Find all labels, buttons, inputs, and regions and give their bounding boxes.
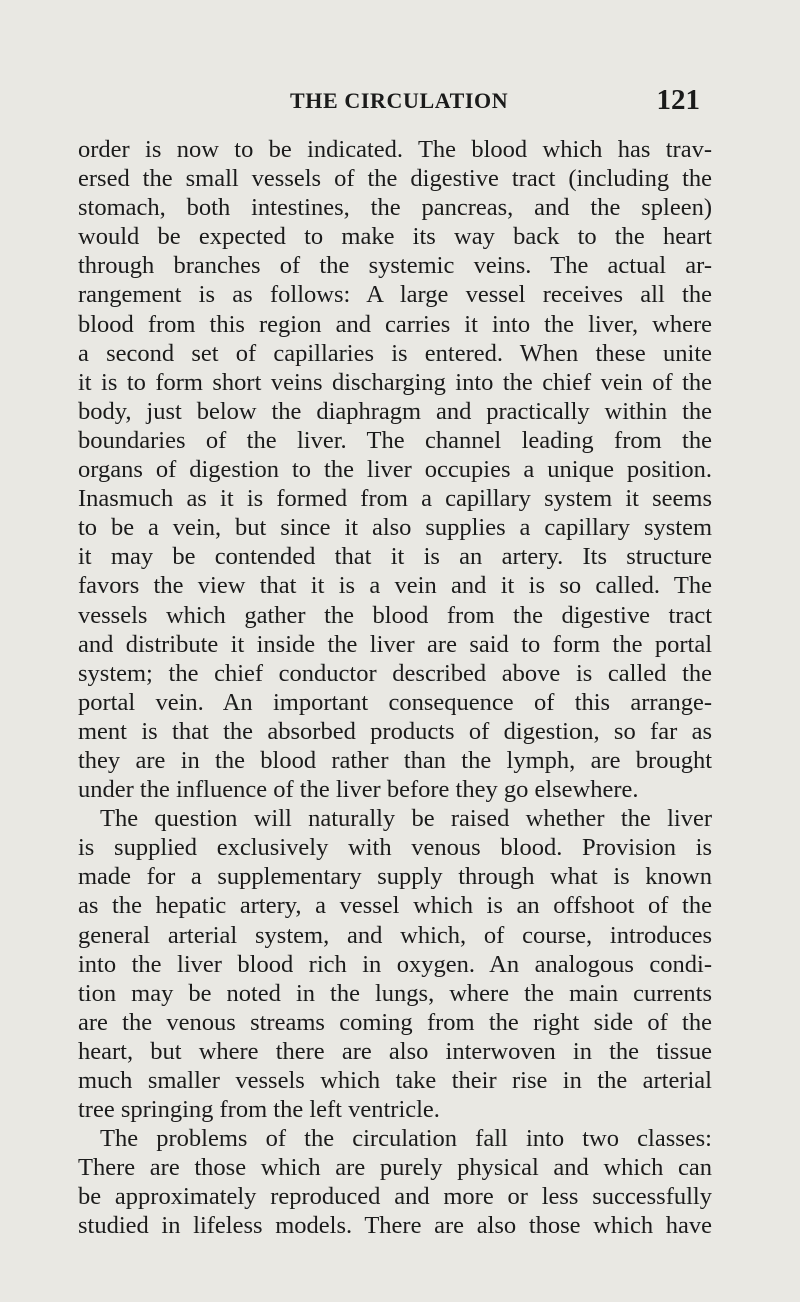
text-line: to be a vein, but since it also supplies a capillary system	[78, 514, 712, 542]
text-line: general arterial system, and which, of course, introduces	[78, 921, 712, 949]
text-line: made for a supplementary supply through what is known	[78, 863, 712, 891]
text-line: under the influence of the liver before they go elsewhere.	[78, 776, 639, 804]
text-line: it is to form short veins discharging into the chief vein of the	[78, 368, 712, 396]
text-line: and distribute it inside the liver are said to form the portal	[78, 630, 712, 658]
text-line: stomach, both intestines, the pancreas, and the spleen)	[78, 194, 712, 222]
text-line: tree springing from the left ventricle.	[78, 1096, 440, 1124]
running-head	[290, 84, 700, 118]
text-line: tion may be noted in the lungs, where the main currents	[78, 979, 712, 1007]
text-line: portal vein. An important consequence of this arrange-	[78, 688, 712, 716]
text-line: boundaries of the liver. The channel leading from the	[78, 426, 712, 454]
text-line: they are in the blood rather than the lymph, are brought	[78, 746, 712, 774]
text-line: into the liver blood rich in oxygen. An analogous condi-	[78, 950, 712, 978]
text-line: be approximately reproduced and more or less successfully	[78, 1183, 712, 1211]
text-line: favors the view that it is a vein and it is so called. The	[78, 572, 712, 600]
text-line: through branches of the systemic veins. The actual ar-	[78, 252, 712, 280]
text-line: order is now to be indicated. The blood which has trav-	[78, 136, 712, 163]
text-line: heart, but where there are also interwoven in the tissue	[78, 1037, 712, 1065]
text-line: as the hepatic artery, a vessel which is an offshoot of the	[78, 892, 712, 920]
running-title: THE CIRCULATION	[290, 88, 509, 113]
text-line: is supplied exclusively with venous blood. Provision is	[78, 834, 712, 862]
text-line: a second set of capillaries is entered. When these unite	[78, 339, 712, 367]
text-line: system; the chief conductor described above is called the	[78, 659, 712, 687]
text-line: The problems of the circulation fall into two classes:	[100, 1125, 712, 1153]
text-line: studied in lifeless models. There are also those which have	[78, 1212, 712, 1240]
text-line: it may be contended that it is an artery. Its structure	[78, 543, 712, 571]
text-line: would be expected to make its way back to the heart	[78, 223, 712, 251]
text-line: Inasmuch as it is formed from a capillary system it seems	[78, 485, 712, 513]
text-line: ment is that the absorbed products of digestion, so far as	[78, 717, 712, 745]
text-line: blood from this region and carries it into the liver, where	[78, 310, 712, 338]
body-text	[78, 135, 712, 1241]
text-line: much smaller vessels which take their rise in the arterial	[78, 1067, 712, 1094]
text-line: body, just below the diaphragm and practically within the	[78, 397, 712, 425]
text-line: are the venous streams coming from the right side of the	[78, 1008, 712, 1036]
text-line: rangement is as follows: A large vessel receives all the	[78, 281, 712, 309]
page-number: 121	[656, 84, 700, 116]
text-line: ersed the small vessels of the digestive tract (including the	[78, 165, 712, 193]
text-line: vessels which gather the blood from the digestive tract	[78, 601, 712, 629]
text-line: The question will naturally be raised whether the liver	[100, 805, 712, 833]
text-line: organs of digestion to the liver occupies a unique position.	[78, 456, 712, 484]
text-line: There are those which are purely physical and which can	[78, 1154, 712, 1182]
